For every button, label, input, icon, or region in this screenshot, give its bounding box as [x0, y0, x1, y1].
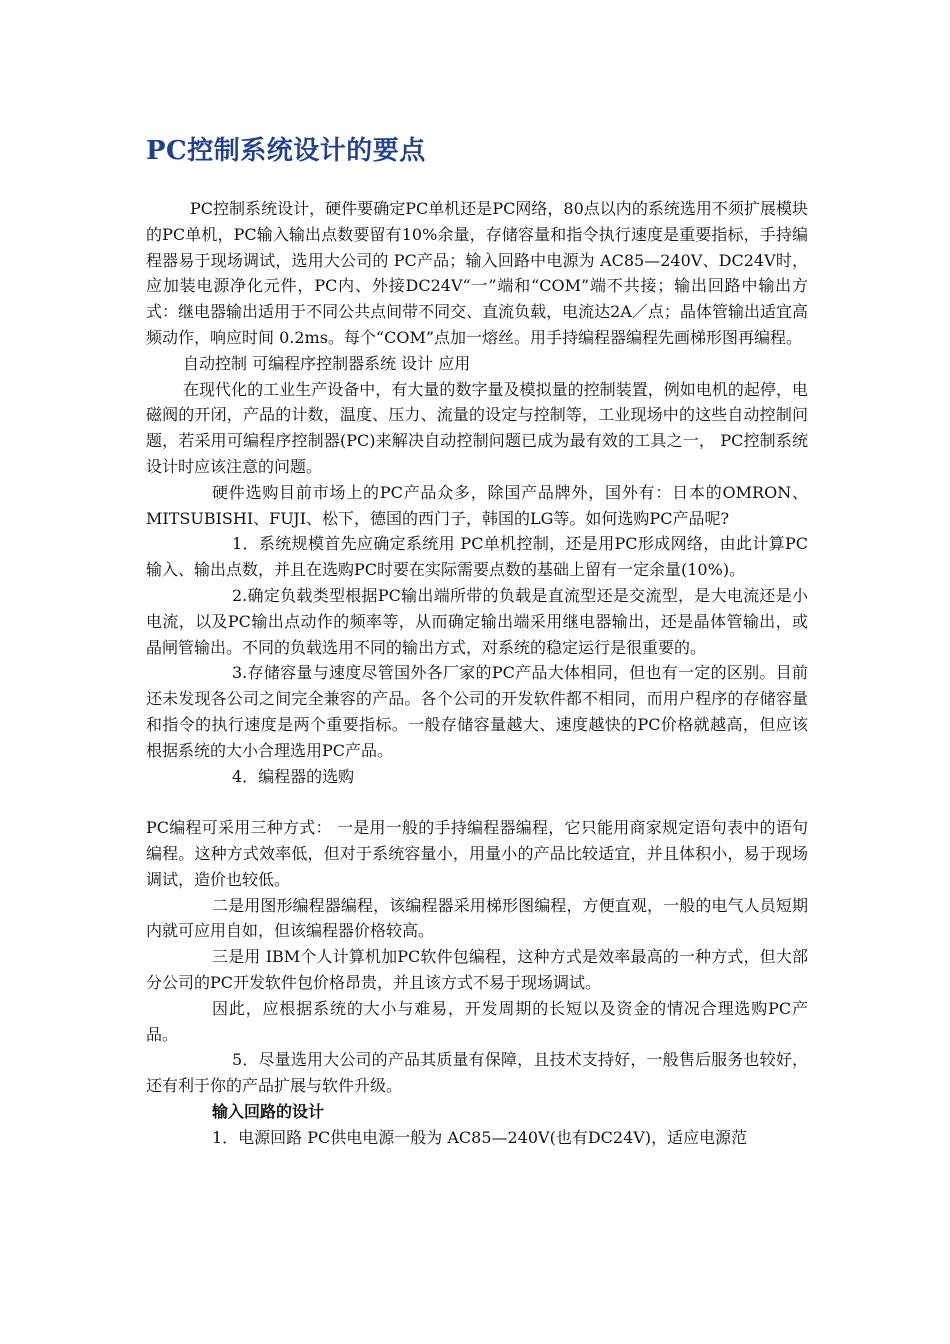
paragraph-intro: 在现代化的工业生产设备中，有大量的数字量及模拟量的控制装置，例如电机的起停，电磁阀的开闭，产品的计数，温度、压力、流量的设定与控制等，工业现场中的这些自动控制问题，若采用可编程序控制器(PC)来解决自动控制问题已成为最有效的工具之一， PC控制系统设计时应该注意的问题。: [146, 379, 808, 476]
paragraph-item-3: 3.存储容量与速度尽管国外各厂家的PC产品大体相同，但也有一定的区别。目前还未发现各公司之间完全兼容的产品。各个公司的开发软件都不相同，而用户程序的存储容量和指令的执行速度是两个重要指标。一般存储容量越大、速度越快的PC价格就越高，但应该根据系统的大小合理选用PC产品。: [146, 663, 808, 760]
paragraph-graphic-programmer: 二是用图形编程器编程，该编程器采用梯形图编程，方便直观，一般的电气人员短期内就可应用自如，但该编程器价格较高。: [146, 895, 808, 941]
paragraph-hardware: 硬件选购目前市场上的PC产品众多，除国产品牌外，国外有：日本的OMRON、MITSUBISHI、FUJI、松下，德国的西门子，韩国的LG等。如何选购PC产品呢?: [146, 482, 808, 528]
blank-line: [146, 789, 808, 815]
paragraph-programming: PC编程可采用三种方式： 一是用一般的手持编程器编程，它只能用商家规定语句表中的语句编程。这种方式效率低，但对于系统容量小，用量小的产品比较适宜，并且体积小，易于现场调试，造价也较低。: [146, 818, 808, 889]
section-heading-input-circuit: 输入回路的设计: [212, 1101, 325, 1121]
paragraph-conclusion: 因此，应根据系统的大小与难易，开发周期的长短以及资金的情况合理选购PC产品。: [146, 998, 808, 1044]
paragraph-item-5: 5．尽量选用大公司的产品其质量有保障，且技术支持好，一般售后服务也较好，还有利于你的产品扩展与软件升级。: [146, 1050, 808, 1096]
document-body: [146, 196, 808, 1150]
paragraph-ibm-programming: 三是用 IBM个人计算机加PC软件包编程，这种方式是效率最高的一种方式，但大部分公司的PC开发软件包价格昂贵，并且该方式不易于现场调试。: [146, 947, 808, 992]
document-title: PC控制系统设计的要点: [146, 136, 426, 166]
paragraph-item-4: 4．编程器的选购: [232, 766, 355, 786]
paragraph-keywords: 自动控制 可编程序控制器系统 设计 应用: [183, 353, 471, 373]
paragraph-overview: PC控制系统设计，硬件要确定PC单机还是PC网络，80点以内的系统选用不须扩展模块的PC单机，PC输入输出点数要留有10%余量，存储容量和指令执行速度是重要指标，手持编程器易于现场调试，选用大公司的 PC产品；输入回路中电源为 AC85—240V、DC24V时，应加装电源净化元件，PC内、外接DC24V“一”端和“COM”端不共接；输出回路中输出方式：继电器输出适用于不同公共点间带不同交、直流负载，电流达2A／点；晶体管输出适宜高频动作，响应时间 0.2ms。每个“COM”点加一熔丝。用手持编程器编程先画梯形图再编程。: [146, 199, 808, 347]
paragraph-power-circuit: 1．电源回路 PC供电电源一般为 AC85—240V(也有DC24V)，适应电源范: [212, 1127, 748, 1147]
paragraph-item-1: 1．系统规模首先应确定系统用 PC单机控制，还是用PC形成网络，由此计算PC输入、输出点数，并且在选购PC时要在实际需要点数的基础上留有一定余量(10%)。: [146, 534, 808, 580]
paragraph-item-2: 2.确定负载类型根据PC输出端所带的负载是直流型还是交流型，是大电流还是小电流，以及PC输出点动作的频率等，从而确定输出端采用继电器输出，还是晶体管输出，或晶闸管输出。不同的负载选用不同的输出方式，对系统的稳定运行是很重要的。: [146, 585, 808, 657]
